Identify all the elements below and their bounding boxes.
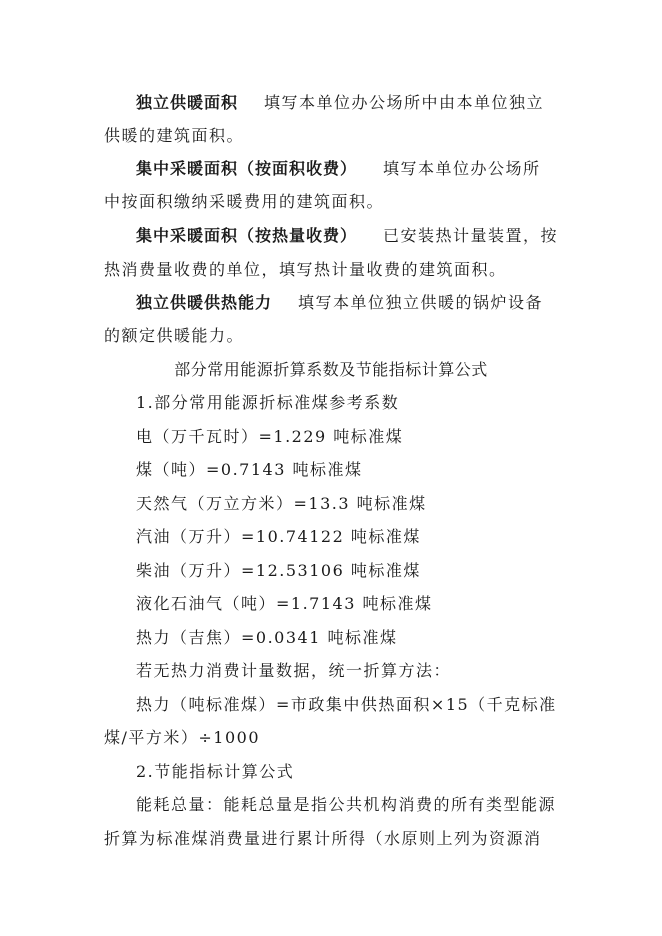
subsection-title: 1.部分常用能源折标准煤参考系数 xyxy=(136,393,400,412)
definition-line xyxy=(136,290,543,313)
coefficient-item: 天然气（万立方米）=13.3 吨标准煤 xyxy=(136,494,427,513)
definition-term: 独立供暖供热能力 xyxy=(136,293,273,312)
definition-continuation: 热消费量收费的单位，填写热计量收费的建筑面积。 xyxy=(104,260,507,279)
definition-text: 填写本单位独立供暖的锅炉设备 xyxy=(298,293,544,312)
definition-term: 集中采暖面积（按面积收费） xyxy=(136,159,358,178)
energy-total-text: 能耗总量：能耗总量是指公共机构消费的所有类型能源 xyxy=(136,795,557,814)
heat-formula-continuation: 煤/平方米）÷1000 xyxy=(104,728,261,747)
definition-continuation: 的额定供暖能力。 xyxy=(104,326,245,345)
definition-line xyxy=(136,90,544,113)
subsection-title: 2.节能指标计算公式 xyxy=(136,762,295,781)
coefficient-item: 电（万千瓦时）=1.229 吨标准煤 xyxy=(136,427,404,446)
coefficient-item: 柴油（万升）=12.53106 吨标准煤 xyxy=(136,561,421,580)
section-title: 部分常用能源折算系数及节能指标计算公式 xyxy=(174,360,488,379)
coefficient-item: 汽油（万升）=10.74122 吨标准煤 xyxy=(136,527,421,546)
coefficient-item: 煤（吨）=0.7143 吨标准煤 xyxy=(136,460,363,479)
coefficient-item: 热力（吉焦）=0.0341 吨标准煤 xyxy=(136,628,398,647)
definition-continuation: 中按面积缴纳采暖费用的建筑面积。 xyxy=(104,192,385,211)
coefficient-item: 液化石油气（吨）=1.7143 吨标准煤 xyxy=(136,594,433,613)
definition-text: 已安装热计量装置，按 xyxy=(383,226,559,245)
definition-term: 集中采暖面积（按热量收费） xyxy=(136,226,358,245)
definition-term: 独立供暖面积 xyxy=(136,93,239,112)
energy-total-continuation: 折算为标准煤消费量进行累计所得（水原则上列为资源消 xyxy=(104,829,542,848)
definition-line xyxy=(136,223,558,246)
definition-line xyxy=(136,156,541,179)
definition-text: 填写本单位办公场所中由本单位独立 xyxy=(264,93,545,112)
definition-text: 填写本单位办公场所 xyxy=(383,159,541,178)
no-data-note: 若无热力消费计量数据，统一折算方法： xyxy=(136,661,452,680)
definition-continuation: 供暖的建筑面积。 xyxy=(104,126,245,145)
heat-formula: 热力（吨标准煤）=市政集中供热面积×15（千克标准 xyxy=(136,695,557,714)
